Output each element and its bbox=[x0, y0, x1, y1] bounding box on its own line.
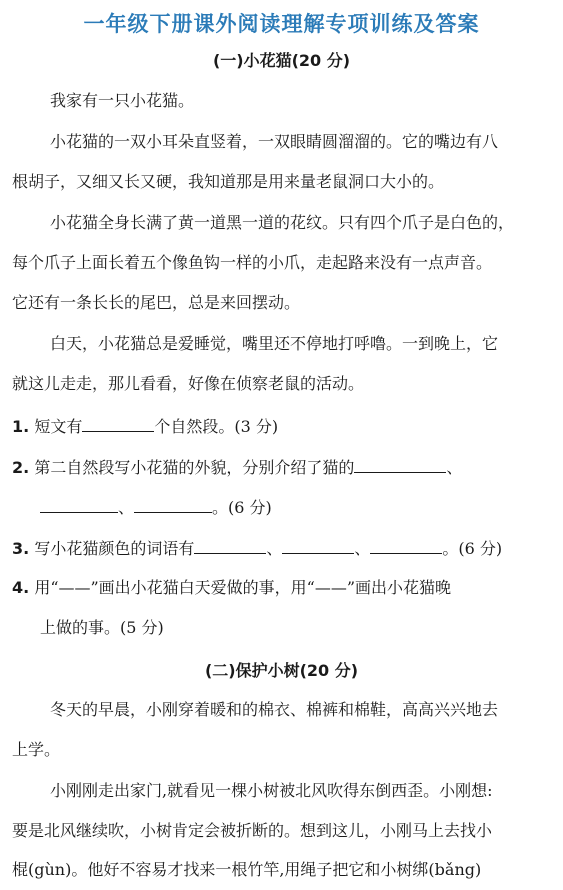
question-2 bbox=[12, 456, 462, 478]
answer-blank[interactable] bbox=[134, 496, 212, 513]
passage-line: 小花猫的一双小耳朵直竖着，一双眼睛圆溜溜的。它的嘴边有八 bbox=[50, 132, 499, 151]
question-3 bbox=[12, 537, 502, 559]
passage-line: 我家有一只小花猫。 bbox=[50, 91, 195, 110]
answer-blank[interactable] bbox=[282, 537, 354, 554]
passage-line: 要是北风继续吹，小树肯定会被折断的。想到这儿，小刚马上去找小 bbox=[12, 821, 493, 840]
answer-blank[interactable] bbox=[370, 537, 442, 554]
answer-blank[interactable] bbox=[40, 496, 118, 513]
question-number: 4. bbox=[12, 578, 30, 597]
passage-line: 棍(gùn)。他好不容易才找来一根竹竿,用绳子把它和小树绑(bǎng) bbox=[12, 860, 482, 879]
separator: 、 bbox=[118, 498, 135, 517]
question-text: 。(6 分) bbox=[442, 539, 503, 558]
question-text: 短文有 bbox=[34, 417, 83, 436]
passage-line: 小花猫全身长满了黄一道黑一道的花纹。只有四个爪子是白色的， bbox=[50, 213, 515, 232]
question-text: 。(6 分) bbox=[212, 498, 272, 517]
question-number: 2. bbox=[12, 458, 30, 477]
passage-line: 上学。 bbox=[12, 740, 61, 759]
question-2-continued bbox=[40, 496, 272, 518]
separator: 、 bbox=[266, 539, 283, 558]
question-4-continued: 上做的事。(5 分) bbox=[40, 618, 164, 637]
question-text: 个自然段。(3 分) bbox=[154, 417, 279, 436]
question-4 bbox=[12, 578, 451, 598]
question-text: 用“——”画出小花猫白天爱做的事，用“——”画出小花猫晚 bbox=[34, 578, 452, 597]
passage-line: 白天，小花猫总是爱睡觉，嘴里还不停地打呼噜。一到晚上，它 bbox=[50, 334, 499, 353]
passage-line: 它还有一条长长的尾巴，总是来回摆动。 bbox=[12, 293, 301, 312]
passage-line: 就这儿走走，那儿看看，好像在侦察老鼠的活动。 bbox=[12, 374, 365, 393]
question-1 bbox=[12, 415, 278, 437]
passage-line: 冬天的早晨，小刚穿着暖和的棉衣、棉裤和棉鞋，高高兴兴地去 bbox=[50, 700, 499, 719]
section-heading-1: (一)小花猫(20 分) bbox=[212, 51, 351, 70]
separator: 、 bbox=[446, 458, 463, 477]
passage-line: 小刚刚走出家门,就看见一棵小树被北风吹得东倒西歪。小刚想: bbox=[50, 781, 493, 800]
passage-line: 每个爪子上面长着五个像鱼钩一样的小爪，走起路来没有一点声音。 bbox=[12, 253, 493, 272]
question-number: 1. bbox=[12, 417, 30, 436]
section-heading-2: (二)保护小树(20 分) bbox=[204, 661, 359, 680]
answer-blank[interactable] bbox=[354, 456, 446, 473]
question-text: 写小花猫颜色的词语有 bbox=[34, 539, 195, 558]
separator: 、 bbox=[354, 539, 371, 558]
passage-line: 根胡子，又细又长又硬，我知道那是用来量老鼠洞口大小的。 bbox=[12, 172, 445, 191]
question-number: 3. bbox=[12, 539, 30, 558]
page-title: 一年级下册课外阅读理解专项训练及答案 bbox=[83, 12, 480, 36]
question-text: 第二自然段写小花猫的外貌，分别介绍了猫的 bbox=[34, 458, 355, 477]
answer-blank[interactable] bbox=[82, 415, 154, 432]
answer-blank[interactable] bbox=[194, 537, 266, 554]
